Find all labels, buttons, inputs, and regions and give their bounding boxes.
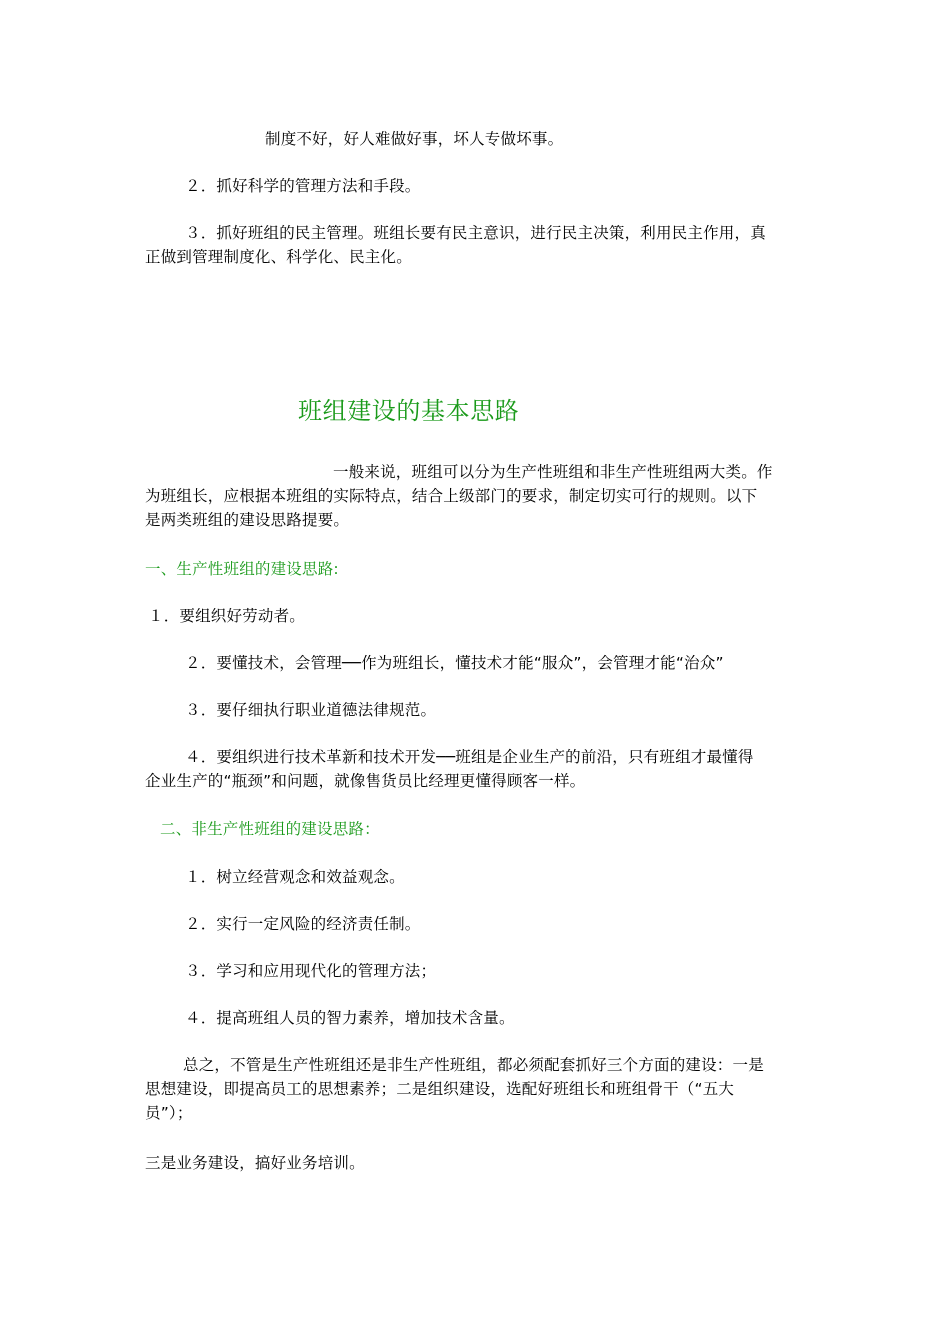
paragraph-line: ４．要组织进行技术革新和技术开发──班组是企业生产的前沿，只有班组才最懂得 bbox=[185, 748, 754, 766]
list-item: ４．提高班组人员的智力素养，增加技术含量。 bbox=[185, 1009, 515, 1027]
summary-last-line: 三是业务建设，搞好业务培训。 bbox=[145, 1154, 365, 1172]
list-item bbox=[145, 745, 807, 793]
paragraph-line: 总之，不管是生产性班组还是非生产性班组，都必须配套抓好三个方面的建设：一是 bbox=[183, 1056, 764, 1074]
paragraph-line: 一般来说，班组可以分为生产性班组和非生产性班组两大类。作 bbox=[333, 463, 773, 481]
paragraph-line: 是两类班组的建设思路提要。 bbox=[145, 511, 350, 529]
page-title: 班组建设的基本思路 bbox=[298, 397, 520, 425]
list-item: ２．要懂技术，会管理──作为班组长，懂技术才能“服众”，会管理才能“治众” bbox=[185, 654, 724, 672]
section-heading-production: 一、生产性班组的建设思路: bbox=[145, 560, 339, 578]
list-item: ３．要仔细执行职业道德法律规范。 bbox=[185, 701, 437, 719]
summary-paragraph bbox=[145, 1053, 807, 1125]
paragraph-system: 制度不好，好人难做好事，坏人专做坏事。 bbox=[265, 130, 564, 148]
paragraph-line: 企业生产的“瓶颈”和问题，就像售货员比经理更懂得顾客一样。 bbox=[145, 772, 586, 790]
list-item: １．要组织好劳动者。 bbox=[148, 607, 306, 625]
paragraph-line: 正做到管理制度化、科学化、民主化。 bbox=[145, 248, 412, 266]
section-heading-non-production: 二、非生产性班组的建设思路： bbox=[160, 820, 380, 838]
paragraph-line: ３．抓好班组的民主管理。班组长要有民主意识，进行民主决策，利用民主作用，真 bbox=[185, 224, 766, 242]
list-item: ２．实行一定风险的经济责任制。 bbox=[185, 915, 421, 933]
paragraph-line: 员”）； bbox=[145, 1104, 193, 1122]
list-item-management-methods: ２．抓好科学的管理方法和手段。 bbox=[185, 177, 421, 195]
paragraph-line: 思想建设，即提高员工的思想素养；二是组织建设，选配好班组长和班组骨干（“五大 bbox=[145, 1080, 735, 1098]
list-item: ３．学习和应用现代化的管理方法； bbox=[185, 962, 437, 980]
list-item-democratic-management bbox=[145, 221, 807, 269]
paragraph-line: 为班组长，应根据本班组的实际特点，结合上级部门的要求，制定切实可行的规则。以下 bbox=[145, 487, 758, 505]
intro-paragraph bbox=[145, 460, 807, 532]
list-item: １．树立经营观念和效益观念。 bbox=[185, 868, 405, 886]
